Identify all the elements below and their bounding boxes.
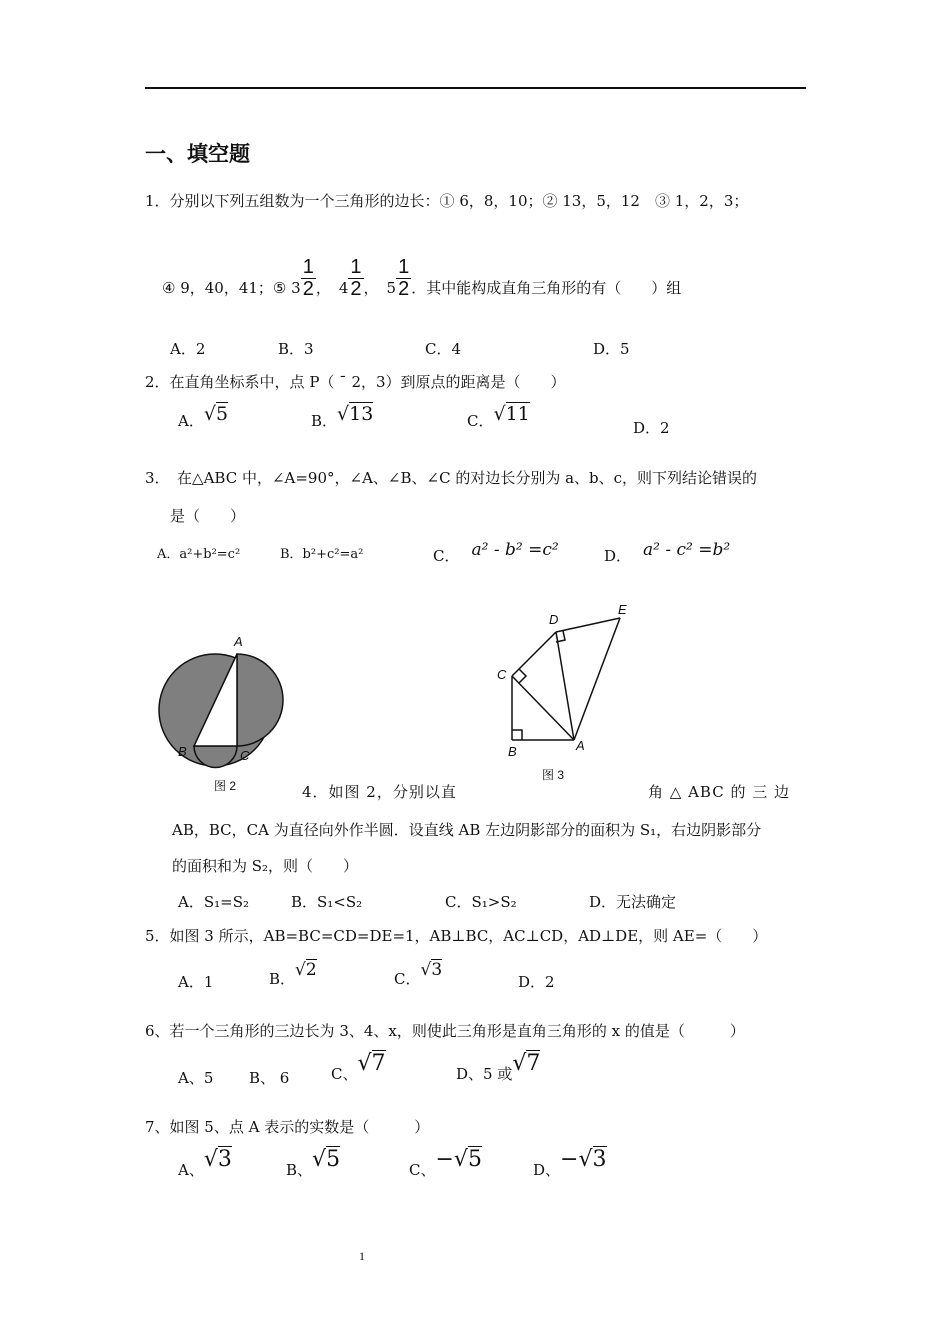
- fig3-label-d: D: [549, 612, 559, 627]
- q2-option-d: D．2: [633, 419, 670, 437]
- fig2-caption: 图 2: [214, 779, 237, 793]
- q7-option-d: D、−√3: [533, 1147, 607, 1179]
- fig3-segment-de: [556, 618, 620, 632]
- q2-option-c: C．√11: [467, 403, 530, 430]
- fig3-right-angle-c: [519, 669, 526, 683]
- q1-sep: ，: [363, 279, 379, 297]
- q1-fraction-2: $\frac{1}{2}$: [350, 256, 362, 300]
- q1-whole-2: 4: [338, 279, 349, 297]
- fig3-label-a: A: [576, 738, 585, 753]
- figure-2: [155, 630, 295, 790]
- q4-option-a: A．S₁=S₂: [178, 893, 249, 911]
- q5-option-c: C．√3: [394, 960, 443, 988]
- q6-option-d: D、5 或√7: [456, 1051, 541, 1083]
- q1-line2-b: ．其中能构成直角三角形的有（ ）组: [411, 279, 682, 297]
- q4-line1-b: 角 △ ABC 的 三 边: [648, 783, 790, 801]
- q1-sep: ，: [315, 279, 331, 297]
- fig2-label-b: B: [178, 744, 187, 759]
- q1-fraction-1: $\frac{1}{2}$: [302, 256, 314, 300]
- q7-option-b: B、√5: [286, 1147, 341, 1179]
- q5-option-b: B．√2: [269, 960, 317, 988]
- page-number: 1: [359, 1249, 365, 1263]
- q1-line1: 1．分别以下列五组数为一个三角形的边长：① 6，8，10；② 13，5，12 ③ 1，2，3；: [145, 192, 749, 210]
- q1-line2: [162, 252, 681, 314]
- q1-line2-a: ④ 9，40，41；⑤ 3: [162, 279, 301, 297]
- q1-option-b: B．3: [278, 340, 314, 358]
- section-title: 一、填空题: [145, 142, 250, 166]
- fig3-label-b: B: [508, 744, 517, 759]
- q2-option-b: B．√13: [311, 403, 374, 430]
- q1-fraction-3: $\frac{1}{2}$: [398, 256, 410, 300]
- fig3-label-e: E: [618, 602, 627, 617]
- fig3-segment-ea: [574, 618, 620, 740]
- q5-option-d: D．2: [518, 973, 555, 991]
- fig3-right-angle-b: [512, 730, 522, 740]
- q7-option-c: C、−√5: [409, 1147, 482, 1179]
- q1-option-d: D．5: [593, 340, 630, 358]
- q4-option-c: C．S₁>S₂: [445, 893, 517, 911]
- q4-option-d: D．无法确定: [589, 893, 677, 911]
- fig2-label-c: C: [240, 748, 250, 763]
- q4-line1-a: 4．如图 2，分别以直: [302, 783, 457, 801]
- q6-option-a: A、5: [178, 1069, 214, 1087]
- q7-option-a: A、√3: [178, 1147, 232, 1179]
- q1-option-a: A．2: [170, 340, 206, 358]
- q6-option-b: B、 6: [249, 1069, 290, 1087]
- fig2-right-semicircle: [237, 654, 283, 746]
- q5-stem: 5．如图 3 所示，AB=BC=CD=DE=1，AB⊥BC，AC⊥CD，AD⊥DE，则 AE=（ ）: [145, 927, 768, 945]
- q3-option-c: C． a² - b² =c²: [433, 540, 559, 565]
- q7-stem: 7、如图 5、点 A 表示的实数是（ ）: [145, 1118, 430, 1136]
- q1-whole-3: 5: [386, 279, 397, 297]
- q3-option-d: D． a² - c² =b²: [604, 540, 731, 565]
- q6-stem: 6、若一个三角形的三边长为 3、4、x，则使此三角形是直角三角形的 x 的值是（ ）: [145, 1022, 745, 1040]
- fig3-caption: 图 3: [542, 768, 565, 782]
- q2-option-a: A．√5: [178, 403, 229, 430]
- q3-line1: 3． 在△ABC 中，∠A=90°，∠A、∠B、∠C 的对边长分别为 a、b、c，则下列结论错误的: [145, 469, 758, 487]
- q2-stem: 2．在直角坐标系中，点 P（ ˉ 2，3）到原点的距离是（ ）: [145, 373, 566, 391]
- figure-3: [500, 600, 640, 750]
- q3-line2: 是（ ）: [170, 507, 246, 525]
- q1-option-c: C．4: [425, 340, 462, 358]
- fig3-label-c: C: [497, 667, 507, 682]
- q4-line2: AB，BC，CA 为直径向外作半圆．设直线 AB 左边阴影部分的面积为 S₁，右边阴影部分: [172, 821, 762, 839]
- q3-option-b: B．b²+c²=a²: [280, 547, 364, 562]
- header-rule: [145, 87, 806, 89]
- q4-option-b: B．S₁<S₂: [291, 893, 363, 911]
- q5-option-a: A．1: [178, 973, 214, 991]
- fig2-label-a: A: [234, 634, 243, 649]
- q3-option-a: A．a²+b²=c²: [157, 547, 241, 562]
- q4-line3: 的面积和为 S₂，则（ ）: [172, 857, 359, 875]
- q6-option-c: C、√7: [331, 1051, 386, 1083]
